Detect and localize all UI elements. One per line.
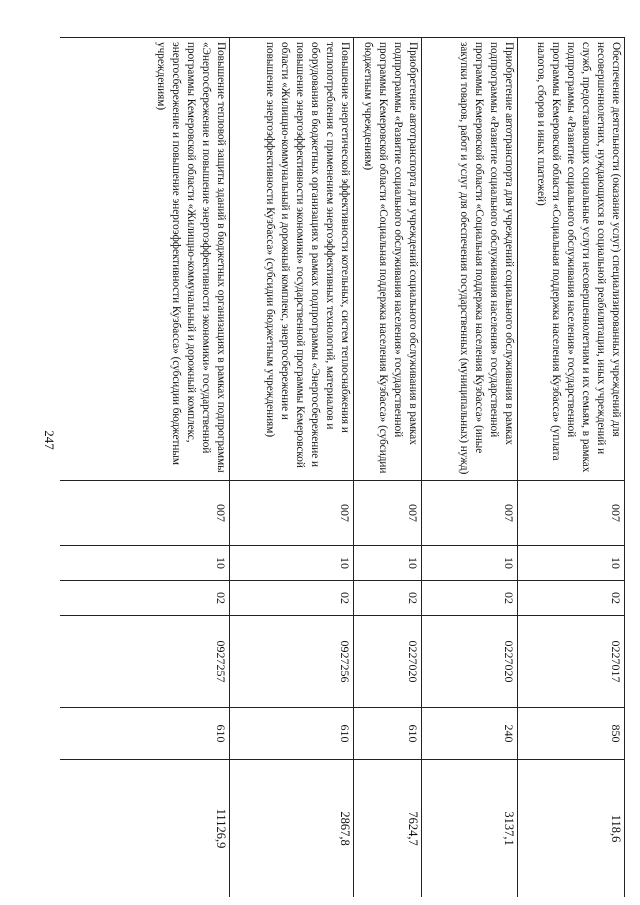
target-article-code: 0927256 [230, 616, 354, 708]
row-description: Приобретение автотранспорта для учреждений социального обслуживания в рамках подпрограммы «Развитие социального обслуживания населения» государственной программы Кемеровской области «Социальная поддержка населения Кузбасса» (субсидии бюджетным учреждениям) [354, 38, 422, 481]
section-code: 10 [422, 546, 518, 581]
department-code: 007 [230, 481, 354, 546]
subsection-code: 02 [230, 581, 354, 616]
row-description: Повышение тепловой защиты зданий в бюджетных организациях в рамках подпрограммы «Энергосбережение и повышение энергоэффективности экономики» государственной программы Кемеровской области «Жилищно-коммунальный и дорожный комплекс, энергосбережение и повышение энергоэффективности Кузбасса» (субсидии бюджетным учреждениям) [60, 38, 230, 481]
amount: 11126,9 [60, 760, 230, 898]
department-code: 007 [422, 481, 518, 546]
target-article-code: 0927257 [60, 616, 230, 708]
expense-type-code: 610 [354, 708, 422, 760]
amount: 7624,7 [354, 760, 422, 898]
department-code: 007 [518, 481, 625, 546]
section-code: 10 [518, 546, 625, 581]
row-description: Обеспечение деятельности (оказание услуг) специализированных учреждений для несовершеннолетних, нуждающихся в социальной реабилитации, иных учреждений и служб, предоставляющих социальные услуги несовершеннолетним и их семьям, в рамках подпрограммы «Развитие социального обслуживания населения» государственной программы Кемеровской области «Социальная поддержка населения Кузбасса» (уплата налогов, сборов и иных платежей) [518, 38, 625, 481]
department-code: 007 [354, 481, 422, 546]
subsection-code: 02 [422, 581, 518, 616]
table-row [518, 38, 625, 898]
department-code: 007 [60, 481, 230, 546]
row-description: Повышение энергетической эффективности котельных, систем теплоснабжения и теплопотребления с применением энергоэффективных технологий, материалов и оборудования в бюджетных организациях в рамках подпрограммы «Энергосбережение и повышение энергоэффективности экономики» государственной программы Кемеровской области «Жилищно-коммунальный и дорожный комплекс, энергосбережение и повышение энергоэффективности Кузбасса» (субсидии бюджетным учреждениям) [230, 38, 354, 481]
expense-type-code: 850 [518, 708, 625, 760]
table-row [60, 38, 230, 898]
amount: 2867,8 [230, 760, 354, 898]
expense-type-code: 610 [230, 708, 354, 760]
section-code: 10 [354, 546, 422, 581]
subsection-code: 02 [60, 581, 230, 616]
target-article-code: 0227020 [422, 616, 518, 708]
amount: 3137,1 [422, 760, 518, 898]
budget-table [60, 37, 625, 897]
rotated-table-container [60, 37, 625, 897]
subsection-code: 02 [354, 581, 422, 616]
section-code: 10 [230, 546, 354, 581]
section-code: 10 [60, 546, 230, 581]
page-number: 247 [42, 430, 57, 450]
target-article-code: 0227020 [354, 616, 422, 708]
expense-type-code: 240 [422, 708, 518, 760]
table-row [422, 38, 518, 898]
table-rotation-frame [60, 37, 625, 897]
table-row [230, 38, 354, 898]
target-article-code: 0227017 [518, 616, 625, 708]
expense-type-code: 610 [60, 708, 230, 760]
table-row [354, 38, 422, 898]
row-description: Приобретение автотранспорта для учреждений социального обслуживания в рамках подпрограммы «Развитие социального обслуживания населения» государственной программы Кемеровской области «Социальная поддержка населения Кузбасса» (иные закупки товаров, работ и услуг для обеспечения государственных (муниципальных) нужд) [422, 38, 518, 481]
subsection-code: 02 [518, 581, 625, 616]
amount: 118,6 [518, 760, 625, 898]
